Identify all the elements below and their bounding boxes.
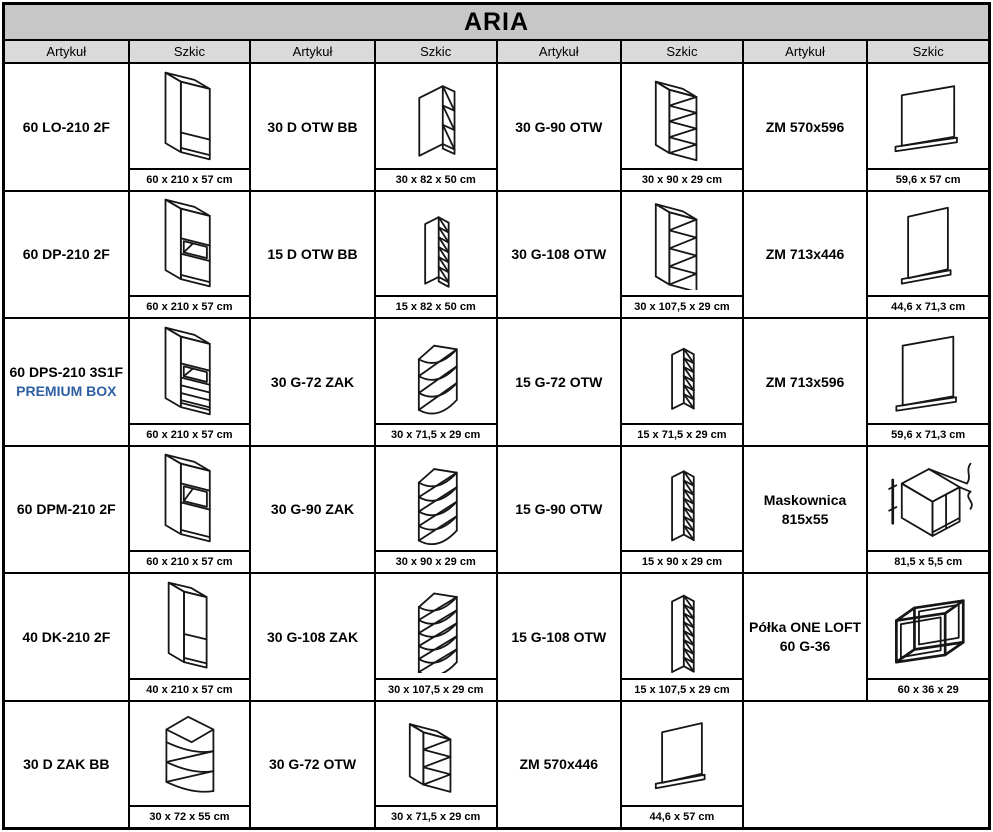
column-header-szkic: Szkic <box>868 41 988 62</box>
wall-open-shelf-4-tall-sketch <box>622 192 742 296</box>
dimension-label: 81,5 x 5,5 cm <box>868 550 988 572</box>
article-cell <box>251 574 374 700</box>
article-cell <box>5 192 128 318</box>
article-cell <box>498 447 621 573</box>
article-cell <box>744 319 867 445</box>
column-header-szkic: Szkic <box>130 41 250 62</box>
dimension-label: 60 x 210 x 57 cm <box>130 168 250 190</box>
article-cell <box>498 64 621 190</box>
article-label: 30 G-72 OTW <box>268 756 357 773</box>
article-cell <box>744 64 867 190</box>
empty-cell <box>744 702 988 828</box>
catalog-row <box>5 447 988 573</box>
article-label: ZM 570x596 <box>765 118 845 135</box>
article-label: 30 D ZAK BB <box>23 756 110 773</box>
dimension-label: 59,6 x 57 cm <box>868 168 988 190</box>
dimension-label: 60 x 210 x 57 cm <box>130 423 250 445</box>
sketch-cell <box>376 574 496 700</box>
catalog-table <box>2 2 991 830</box>
article-cell <box>498 192 621 318</box>
sketch-cell <box>868 447 988 573</box>
article-label: 15 G-90 OTW <box>515 501 603 518</box>
article-label: 30 G-72 ZAK <box>270 373 355 390</box>
article-label-line2: 60 G-36 <box>779 638 831 655</box>
article-cell <box>498 319 621 445</box>
article-cell <box>5 319 128 445</box>
base-open-shelf-narrow-sketch <box>376 192 496 296</box>
narrow-open-shelf-8-sketch <box>622 574 742 678</box>
base-open-shelf-wide-sketch <box>376 64 496 168</box>
tall-cabinet-narrow-2f-sketch <box>130 574 250 678</box>
column-header-artykul: Artykuł <box>744 41 867 62</box>
corner-base-shelf-2-sketch <box>130 702 250 806</box>
article-label: 15 D OTW BB <box>267 246 358 263</box>
dimension-label: 30 x 71,5 x 29 cm <box>376 805 496 827</box>
catalog-grid <box>5 64 988 827</box>
article-label: ZM 570x446 <box>519 756 599 773</box>
dimension-label: 44,6 x 71,3 cm <box>868 295 988 317</box>
article-label: 30 G-90 ZAK <box>270 501 355 518</box>
front-panel-tall-narrow-sketch <box>868 192 988 296</box>
article-label: ZM 713x446 <box>765 246 845 263</box>
article-cell <box>5 574 128 700</box>
loft-shelf-frame-sketch <box>868 574 988 678</box>
sketch-cell <box>130 574 250 700</box>
sketch-cell <box>622 319 742 445</box>
article-label: Maskownica <box>763 491 847 508</box>
dimension-label: 60 x 36 x 29 <box>868 678 988 700</box>
tall-oven-niche-sketch <box>130 192 250 296</box>
article-cell <box>251 319 374 445</box>
dimension-label: 30 x 107,5 x 29 cm <box>376 678 496 700</box>
sketch-cell <box>130 447 250 573</box>
column-header-artykul: Artykuł <box>5 41 128 62</box>
dimension-label: 15 x 71,5 x 29 cm <box>622 423 742 445</box>
dimension-label: 30 x 82 x 50 cm <box>376 168 496 190</box>
catalog-row <box>5 64 988 190</box>
column-header-row <box>5 41 988 62</box>
sketch-cell <box>868 192 988 318</box>
article-cell <box>744 447 867 573</box>
sketch-cell <box>130 192 250 318</box>
narrow-open-shelf-7-sketch <box>622 447 742 551</box>
cover-strip-cabinet-sketch <box>868 447 988 551</box>
corner-shelf-5-sketch <box>376 447 496 551</box>
catalog-row <box>5 319 988 445</box>
sketch-cell <box>130 702 250 828</box>
tall-niche-drawers-sketch <box>130 319 250 423</box>
article-cell <box>251 64 374 190</box>
article-cell <box>5 447 128 573</box>
sketch-cell <box>622 447 742 573</box>
article-label: 30 G-90 OTW <box>515 118 603 135</box>
dimension-label: 40 x 210 x 57 cm <box>130 678 250 700</box>
column-header-szkic: Szkic <box>376 41 496 62</box>
article-label: Półka ONE LOFT <box>749 619 862 636</box>
article-label: 30 D OTW BB <box>267 118 358 135</box>
article-label: 15 G-72 OTW <box>515 373 603 390</box>
dimension-label: 60 x 210 x 57 cm <box>130 295 250 317</box>
front-panel-wide-sketch <box>868 64 988 168</box>
narrow-open-shelf-6-sketch <box>622 319 742 423</box>
sketch-cell <box>868 574 988 700</box>
article-label-line2: 815x55 <box>781 510 829 527</box>
article-cell <box>5 64 128 190</box>
dimension-label: 15 x 107,5 x 29 cm <box>622 678 742 700</box>
dimension-label: 15 x 90 x 29 cm <box>622 550 742 572</box>
sketch-cell <box>868 319 988 445</box>
front-panel-tall-sketch <box>868 319 988 423</box>
dimension-label: 30 x 90 x 29 cm <box>622 168 742 190</box>
tall-micro-niche-sketch <box>130 447 250 551</box>
column-header-artykul: Artykuł <box>251 41 374 62</box>
dimension-label: 15 x 82 x 50 cm <box>376 295 496 317</box>
corner-shelf-4-sketch <box>376 319 496 423</box>
column-header-artykul: Artykuł <box>498 41 621 62</box>
article-label: 30 G-108 ZAK <box>267 628 359 645</box>
page-title: ARIA <box>5 5 988 39</box>
article-cell <box>251 702 374 828</box>
dimension-label: 30 x 90 x 29 cm <box>376 550 496 572</box>
dimension-label: 30 x 72 x 55 cm <box>130 805 250 827</box>
dimension-label: 30 x 107,5 x 29 cm <box>622 295 742 317</box>
tall-cabinet-2f-sketch <box>130 64 250 168</box>
sketch-cell <box>130 319 250 445</box>
dimension-label: 59,6 x 71,3 cm <box>868 423 988 445</box>
article-label: 30 G-108 OTW <box>511 246 607 263</box>
column-header-szkic: Szkic <box>622 41 742 62</box>
catalog-row <box>5 574 988 700</box>
article-cell <box>498 574 621 700</box>
article-label: 60 DPS-210 3S1F <box>9 364 124 381</box>
article-label: 40 DK-210 2F <box>22 628 111 645</box>
wall-open-shelf-4-sketch <box>622 64 742 168</box>
premium-box-label: PREMIUM BOX <box>16 383 117 400</box>
sketch-cell <box>622 702 742 828</box>
article-label: 15 G-108 OTW <box>511 628 607 645</box>
sketch-cell <box>868 64 988 190</box>
sketch-cell <box>376 447 496 573</box>
dimension-label: 60 x 210 x 57 cm <box>130 550 250 572</box>
article-cell <box>498 702 621 828</box>
front-panel-small-sketch <box>622 702 742 806</box>
article-cell <box>251 192 374 318</box>
article-cell <box>744 574 867 700</box>
article-label: 60 DP-210 2F <box>22 246 110 263</box>
sketch-cell <box>130 64 250 190</box>
sketch-cell <box>376 64 496 190</box>
catalog-row <box>5 702 988 828</box>
catalog-row <box>5 192 988 318</box>
sketch-cell <box>622 192 742 318</box>
article-label: ZM 713x596 <box>765 373 845 390</box>
dimension-label: 30 x 71,5 x 29 cm <box>376 423 496 445</box>
article-cell <box>5 702 128 828</box>
sketch-cell <box>376 702 496 828</box>
dimension-label: 44,6 x 57 cm <box>622 805 742 827</box>
corner-shelf-6-sketch <box>376 574 496 678</box>
wall-open-shelf-3-sketch <box>376 702 496 806</box>
sketch-cell <box>622 574 742 700</box>
article-cell <box>251 447 374 573</box>
sketch-cell <box>622 64 742 190</box>
sketch-cell <box>376 192 496 318</box>
article-cell <box>744 192 867 318</box>
article-label: 60 LO-210 2F <box>22 118 110 135</box>
article-label: 60 DPM-210 2F <box>16 501 116 518</box>
sketch-cell <box>376 319 496 445</box>
